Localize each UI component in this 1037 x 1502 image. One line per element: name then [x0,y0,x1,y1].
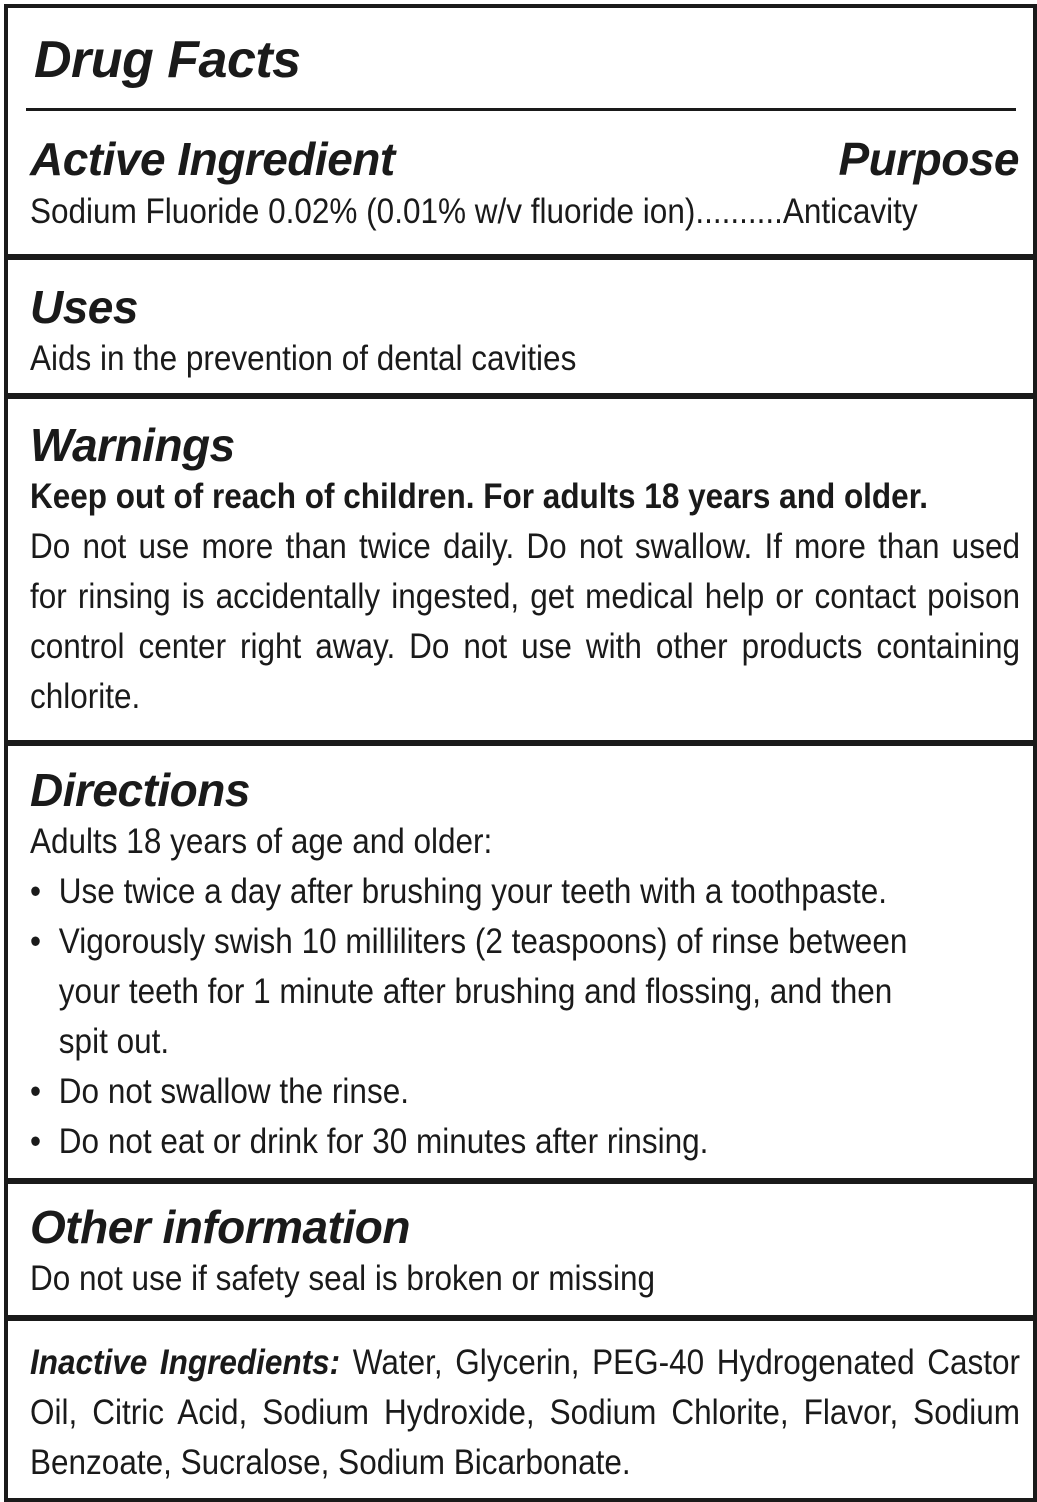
directions-intro: Adults 18 years of age and older: [30,822,493,861]
drug-facts-panel [4,4,1037,1502]
warnings-heading: Warnings [30,419,235,471]
bullet-icon: • [30,872,42,911]
section-divider [4,393,1037,399]
section-divider [4,740,1037,746]
warnings-bold-text: Keep out of reach of children. For adults 18 years and older. [30,477,928,516]
bullet-icon: • [30,922,42,961]
uses-section [30,280,1020,384]
other-information-heading: Other information [30,1201,410,1253]
warnings-body [30,472,1020,722]
list-item-text: Vigorously swish 10 milliliters (2 teaspoons) of rinse between your teeth for 1 minute after brushing and flossing, and then spit out. [58,922,908,1061]
inactive-ingredients-label: Inactive Ingredients: [30,1343,341,1382]
other-information-section [30,1200,1020,1304]
active-ingredient-line: Sodium Fluoride 0.02% (0.01% w/v fluoride ion)..........Anticavity [30,192,918,231]
directions-list [30,867,1037,1167]
list-item [30,1067,1037,1117]
active-ingredient-heading: Active Ingredient [30,133,395,185]
inactive-ingredients-body [30,1338,1020,1488]
bullet-icon: • [30,1072,42,1111]
section-divider [4,1178,1037,1184]
directions-body [30,817,1037,1167]
list-item [30,1117,1037,1167]
inactive-ingredients-section [30,1338,1020,1488]
list-item-text: Use twice a day after brushing your teeth with a toothpaste. [58,872,888,911]
list-item-text: Do not swallow the rinse. [58,1072,409,1111]
section-divider [4,1315,1037,1321]
other-information-text: Do not use if safety seal is broken or missing [30,1259,656,1298]
section-divider [4,254,1037,260]
warnings-text: Do not use more than twice daily. Do not swallow. If more than used for rinsing is accidentally ingested, get medical help or contact poison control center right away. Do not use with other products containing chlorite. [30,527,1020,716]
uses-text: Aids in the prevention of dental cavities [30,339,577,378]
warnings-section [30,418,1020,722]
uses-heading: Uses [30,281,138,333]
directions-section [30,763,1020,1167]
bullet-icon: • [30,1122,42,1161]
directions-heading: Directions [30,764,250,816]
drug-facts-title: Drug Facts [34,31,301,89]
list-item [30,867,1037,917]
list-item-text: Do not eat or drink for 30 minutes after rinsing. [58,1122,709,1161]
title-divider [26,108,1016,111]
purpose-heading: Purpose [838,133,1019,185]
inactive-ingredients-text: Water, Glycerin, PEG-40 Hydrogenated Castor Oil, Citric Acid, Sodium Hydroxide, Sodium Chlorite, Flavor, Sodium Benzoate, Sucralose, Sodium Bicarbonate. [30,1343,1020,1482]
list-item [30,917,923,1067]
